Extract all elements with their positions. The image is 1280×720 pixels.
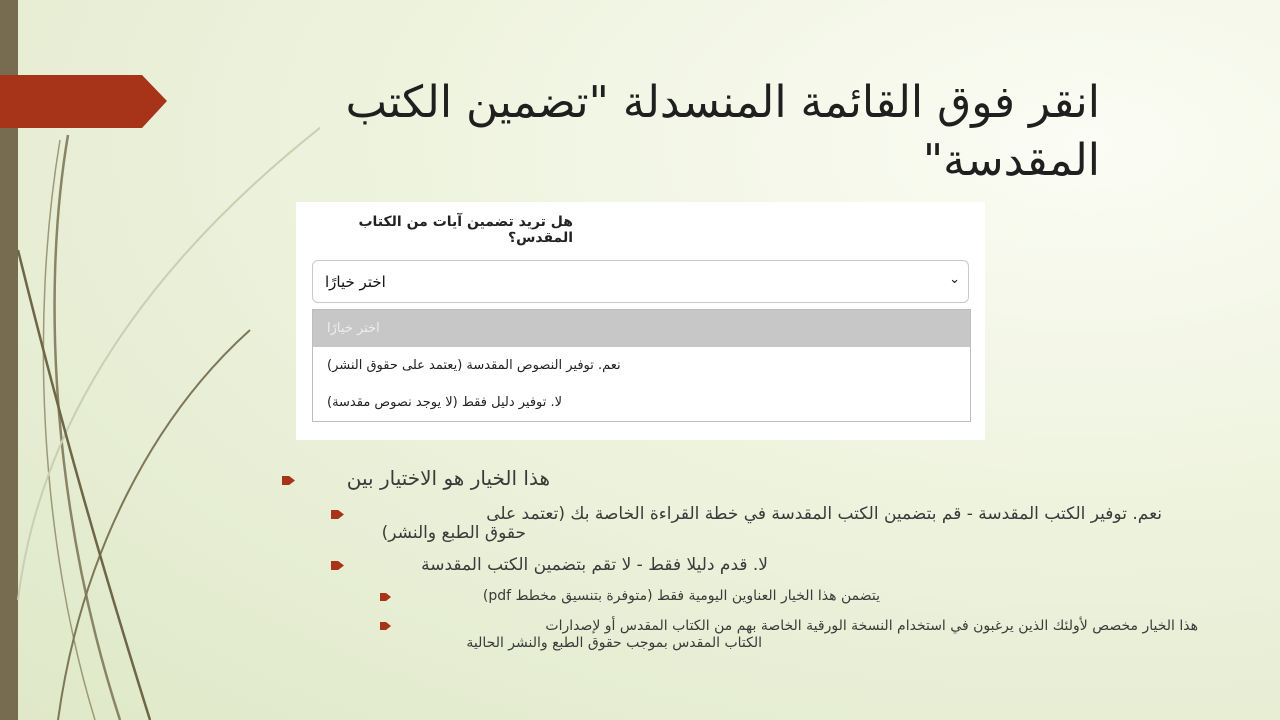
dropdown-options-list: [312, 309, 971, 422]
option-placeholder[interactable]: اختر خيارًا: [313, 310, 970, 347]
bullet-yes-line2: حقوق الطبع والنشر): [381, 523, 526, 543]
bullet-no: لا. قدم دليلا فقط - لا تقم بتضمين الكتب المقدسة: [421, 555, 768, 575]
bullet-marker: [380, 622, 394, 632]
bullet-marker: [331, 561, 347, 573]
include-scripture-select[interactable]: [312, 260, 969, 303]
bullet-marker: [282, 476, 298, 488]
decorative-curves: [0, 0, 320, 720]
bullet-intro: هذا الخيار هو الاختيار بين: [346, 466, 550, 490]
select-value: اختر خيارًا: [325, 273, 386, 291]
bullet-sub-print-copy-line1: هذا الخيار مخصص لأولئك الذين يرغبون في استخدام النسخة الورقية الخاصة بهم من الكتاب المقدس أو لإصدارات: [545, 618, 1198, 634]
chevron-down-icon: ⌄: [949, 272, 960, 287]
bullet-sub-daily-headings: يتضمن هذا الخيار العناوين اليومية فقط (متوفرة بتنسيق مخطط pdf): [482, 588, 880, 604]
question-label: هل تريد تضمين آيات من الكتاب المقدس؟: [358, 214, 573, 246]
option-yes[interactable]: نعم. توفير النصوص المقدسة (يعتمد على حقوق النشر): [327, 358, 621, 373]
bullet-marker: [380, 593, 394, 603]
dropdown-screenshot: [296, 202, 985, 440]
option-no[interactable]: لا. توفير دليل فقط (لا يوجد نصوص مقدسة): [327, 395, 563, 410]
bullet-yes-line1: نعم. توفير الكتب المقدسة - قم بتضمين الكتب المقدسة في خطة القراءة الخاصة بك (تعتمد على: [486, 504, 1162, 524]
bullet-sub-print-copy-line2: الكتاب المقدس بموجب حقوق الطبع والنشر الحالية: [466, 635, 762, 651]
slide-title: انقر فوق القائمة المنسدلة "تضمين الكتب المقدسة": [345, 77, 1100, 186]
bullet-marker: [331, 510, 347, 522]
